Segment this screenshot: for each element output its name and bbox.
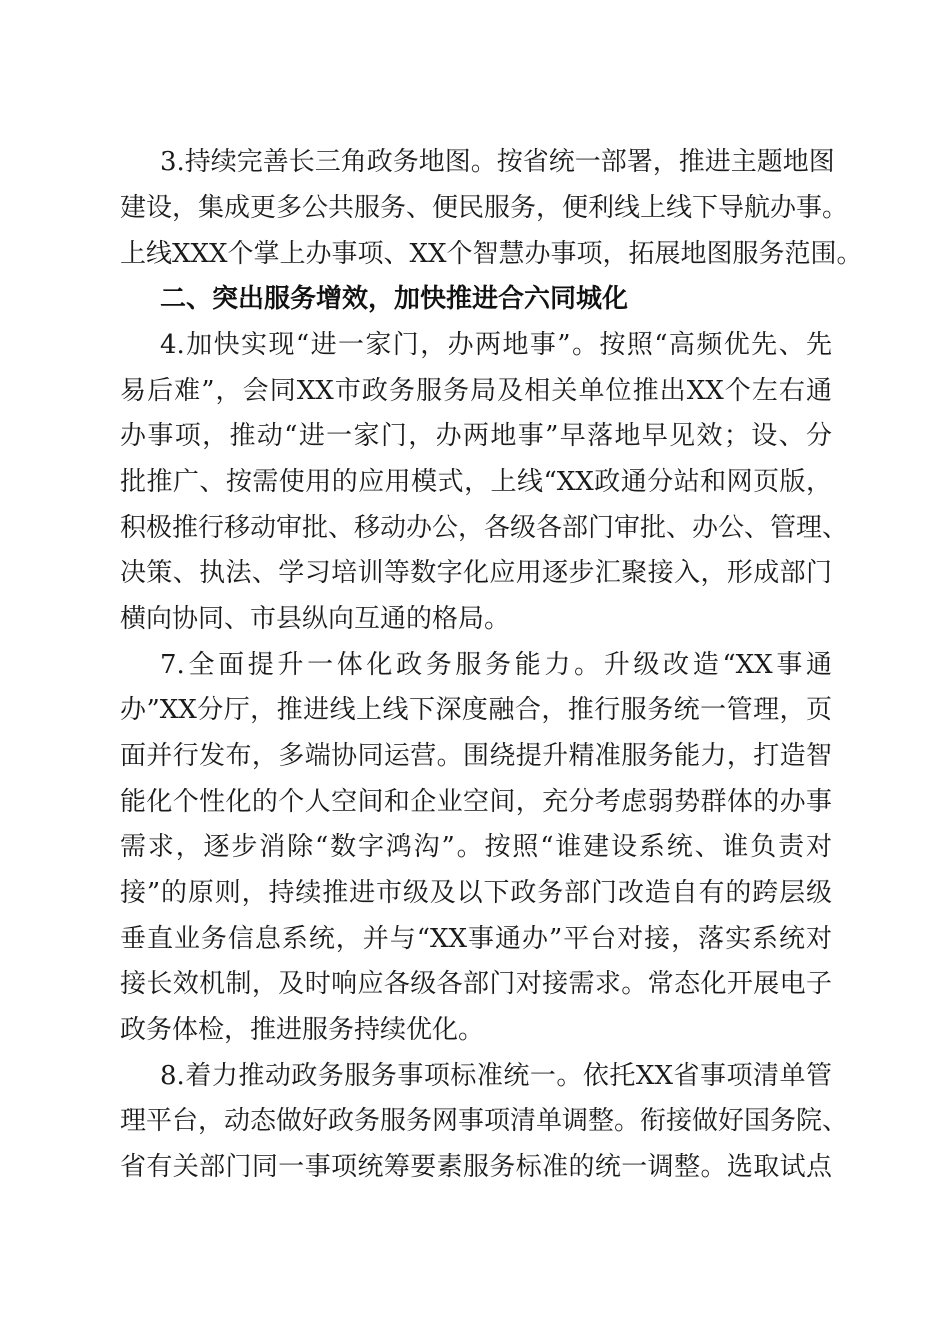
paragraph-3-line-3: 上线XXX个掌上办事项、XX个智慧办事项，拓展地图服务范围。 — [120, 239, 863, 269]
paragraph-7-line-8: 接长效机制，及时响应各级各部门对接需求。常态化开展电子 — [120, 969, 832, 999]
paragraph-7-line-3: 面并行发布，多端协同运营。围绕提升精准服务能力，打造智 — [120, 741, 832, 771]
section-heading-2: 二、突出服务增效，加快推进合六同城化 — [160, 284, 629, 314]
paragraph-7-line-4: 能化个性化的个人空间和企业空间，充分考虑弱势群体的办事 — [120, 787, 832, 817]
paragraph-8-line-2: 理平台，动态做好政务服务网事项清单调整。衔接做好国务院、 — [120, 1106, 849, 1136]
paragraph-4-line-7: 横向协同、市县纵向互通的格局。 — [120, 604, 511, 634]
paragraph-4-line-3: 办事项，推动“进一家门，办两地事”早落地早见效；设、分 — [120, 421, 832, 451]
paragraph-7-line-6: 接”的原则，持续推进市级及以下政务部门改造自有的跨层级 — [120, 878, 832, 908]
paragraph-7-line-5: 需求，逐步消除“数字鸿沟”。按照“谁建设系统、谁负责对 — [120, 832, 832, 862]
paragraph-4-line-1: 4.加快实现“进一家门，办两地事”。按照“高频优先、先 — [160, 330, 832, 360]
paragraph-7-line-9: 政务体检，推进服务持续优化。 — [120, 1015, 485, 1045]
paragraph-8-line-1: 8.着力推动政务服务事项标准统一。依托XX省事项清单管 — [160, 1061, 832, 1091]
paragraph-4-line-4: 批推广、按需使用的应用模式，上线“XX政通分站和网页版， — [120, 467, 832, 497]
paragraph-4-line-2: 易后难”，会同XX市政务服务局及相关单位推出XX个左右通 — [120, 376, 832, 406]
paragraph-7-line-1: 7.全面提升一体化政务服务能力。升级改造“XX事通 — [160, 650, 832, 680]
paragraph-8-line-3: 省有关部门同一事项统筹要素服务标准的统一调整。选取试点 — [120, 1152, 832, 1182]
paragraph-3-line-1: 3.持续完善长三角政务地图。按省统一部署，推进主题地图 — [160, 147, 835, 177]
paragraph-4-line-5: 积极推行移动审批、移动办公，各级各部门审批、办公、管理、 — [120, 513, 849, 543]
paragraph-7-line-7: 垂直业务信息系统，并与“XX事通办”平台对接，落实系统对 — [120, 924, 832, 954]
paragraph-4-line-6: 决策、执法、学习培训等数字化应用逐步汇聚接入，形成部门 — [120, 558, 832, 588]
paragraph-7-line-2: 办”XX分厅，推进线上线下深度融合，推行服务统一管理，页 — [120, 695, 832, 725]
paragraph-3-line-2: 建设，集成更多公共服务、便民服务，便利线上线下导航办事。 — [120, 193, 849, 223]
